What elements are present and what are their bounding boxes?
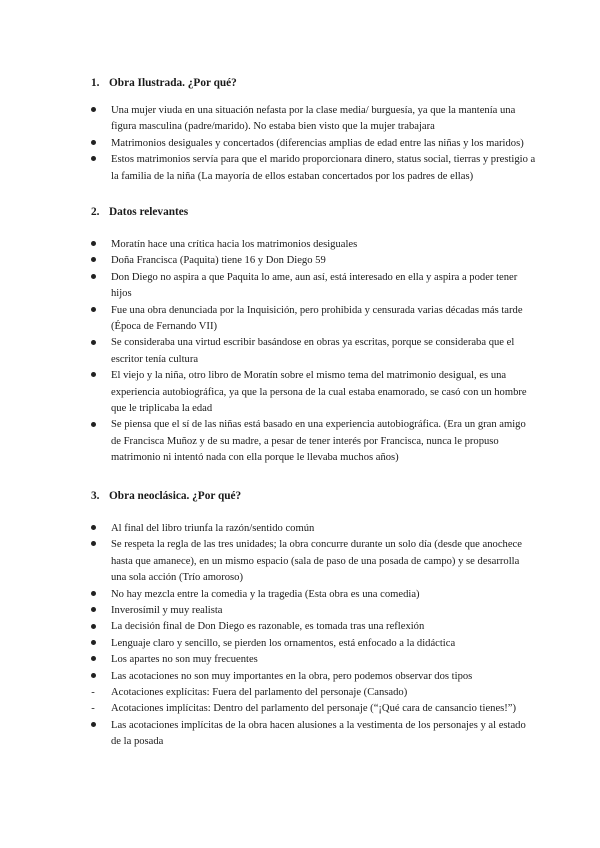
- section-number: 2.: [91, 206, 100, 218]
- list-item: [86, 237, 536, 253]
- dash-icon: [86, 685, 100, 701]
- list-item-text: Lenguaje claro y sencillo, se pierden los ornamentos, está enfocado a la didáctica: [111, 637, 456, 649]
- bullet-icon: [86, 652, 100, 668]
- section-1-list: [86, 103, 536, 185]
- section-2-heading: [91, 204, 188, 220]
- list-item: [86, 652, 536, 668]
- bullet-icon: [86, 103, 100, 119]
- bullet-icon: [86, 619, 100, 635]
- list-item-text: Se piensa que el sí de las niñas está basado en una experiencia autobiográfica. (Era un gran amigo de Francisca Muñoz y de su madre, a pesar de tener interés por Francisca, nunca le propuso matrimonio ni intentó nada con ella porque le llevaba muchos años): [111, 419, 526, 464]
- list-item-text: Las acotaciones no son muy importantes en la obra, pero podemos observar dos tipos: [111, 670, 473, 682]
- list-item-text: Acotaciones implícitas: Dentro del parlamento del personaje (“¡Qué cara de cansancio tienes!”): [111, 703, 517, 715]
- list-item: [86, 103, 536, 136]
- list-item-text: Fue una obra denunciada por la Inquisición, pero prohibida y censurada varias décadas más tarde (Época de Fernando VII): [111, 304, 523, 333]
- list-item: [86, 335, 536, 368]
- list-item-text: Don Diego no aspira a que Paquita lo ame, aun así, está interesado en ella y aspira a poder tener hijos: [111, 271, 518, 300]
- bullet-icon: [86, 537, 100, 553]
- list-item: [86, 368, 536, 417]
- section-title: Obra Ilustrada. ¿Por qué?: [109, 77, 237, 89]
- list-item: [86, 718, 536, 751]
- list-item: [86, 253, 536, 269]
- list-item-text: Se respeta la regla de las tres unidades; la obra concurre durante un solo día (desde que anochece hasta que amanece), en un mismo espacio (sala de paso de una posada de campo) y se desarrolla una sola acción (Trío amoroso): [111, 539, 522, 584]
- list-item-text: No hay mezcla entre la comedia y la tragedia (Esta obra es una comedia): [111, 588, 420, 600]
- list-item-text: Las acotaciones implícitas de la obra hacen alusiones a la vestimenta de los personajes y al estado de la posada: [111, 719, 526, 748]
- bullet-icon: [86, 417, 100, 433]
- list-item: [86, 669, 536, 685]
- list-item: [86, 685, 536, 701]
- bullet-icon: [86, 718, 100, 734]
- section-number: 1.: [91, 77, 100, 89]
- list-item-text: Una mujer viuda en una situación nefasta por la clase media/ burguesía, ya que la mantenía una figura masculina (padre/marido). No estaba bien visto que la mujer trabajara: [111, 105, 516, 133]
- dash-icon: [86, 701, 100, 717]
- list-item-text: Estos matrimonios servía para que el marido proporcionara dinero, status social, tierras y prestigio a la familia de la niña (La mayoría de ellos estaban concertados por los padres de ellas): [111, 154, 536, 182]
- list-item-text: Matrimonios desiguales y concertados (diferencias amplias de edad entre las niñas y los maridos): [111, 137, 524, 149]
- bullet-icon: [86, 253, 100, 269]
- bullet-icon: [86, 152, 100, 168]
- section-1-heading: [91, 75, 237, 91]
- list-item: [86, 417, 536, 466]
- list-item: [86, 636, 536, 652]
- bullet-icon: [86, 335, 100, 351]
- bullet-icon: [86, 636, 100, 652]
- section-title: Obra neoclásica. ¿Por qué?: [109, 490, 242, 502]
- list-item: [86, 152, 536, 185]
- bullet-icon: [86, 521, 100, 537]
- list-item-text: El viejo y la niña, otro libro de Moratín sobre el mismo tema del matrimonio desigual, es una experiencia autobiográfica, ya que la persona de la cual estaba enamorado, se casó con un hombre que le triplicaba la edad: [111, 370, 527, 415]
- list-item: [86, 537, 536, 586]
- list-item-text: Al final del libro triunfa la razón/sentido común: [111, 523, 315, 534]
- list-item: [86, 136, 536, 152]
- list-item-text: Inverosímil y muy realista: [111, 605, 223, 617]
- section-title: Datos relevantes: [109, 206, 189, 218]
- list-item: [86, 603, 536, 619]
- list-item-text: Doña Francisca (Paquita) tiene 16 y Don Diego 59: [111, 255, 326, 267]
- bullet-icon: [86, 303, 100, 319]
- bullet-icon: [86, 136, 100, 152]
- bullet-icon: [86, 270, 100, 286]
- list-item-text: Se consideraba una virtud escribir basándose en obras ya escritas, porque se consideraba que el escritor tenía cultura: [111, 337, 515, 365]
- list-item: [86, 701, 536, 717]
- bullet-icon: [86, 587, 100, 603]
- list-item-text: Moratín hace una crítica hacia los matrimonios desiguales: [111, 239, 358, 250]
- list-item: [86, 303, 536, 336]
- list-item-text: La decisión final de Don Diego es razonable, es tomada tras una reflexión: [111, 621, 425, 633]
- section-3-list: [86, 521, 536, 751]
- list-item: [86, 521, 536, 537]
- bullet-icon: [86, 603, 100, 619]
- section-number: 3.: [91, 490, 100, 502]
- section-2-list: [86, 237, 536, 467]
- bullet-icon: [86, 669, 100, 685]
- list-item: [86, 619, 536, 635]
- bullet-icon: [86, 237, 100, 253]
- section-3-heading: [91, 488, 241, 504]
- list-item: [86, 587, 536, 603]
- list-item-text: Los apartes no son muy frecuentes: [111, 654, 258, 666]
- bullet-icon: [86, 368, 100, 384]
- list-item: [86, 270, 536, 303]
- list-item-text: Acotaciones explícitas: Fuera del parlamento del personaje (Cansado): [111, 687, 408, 699]
